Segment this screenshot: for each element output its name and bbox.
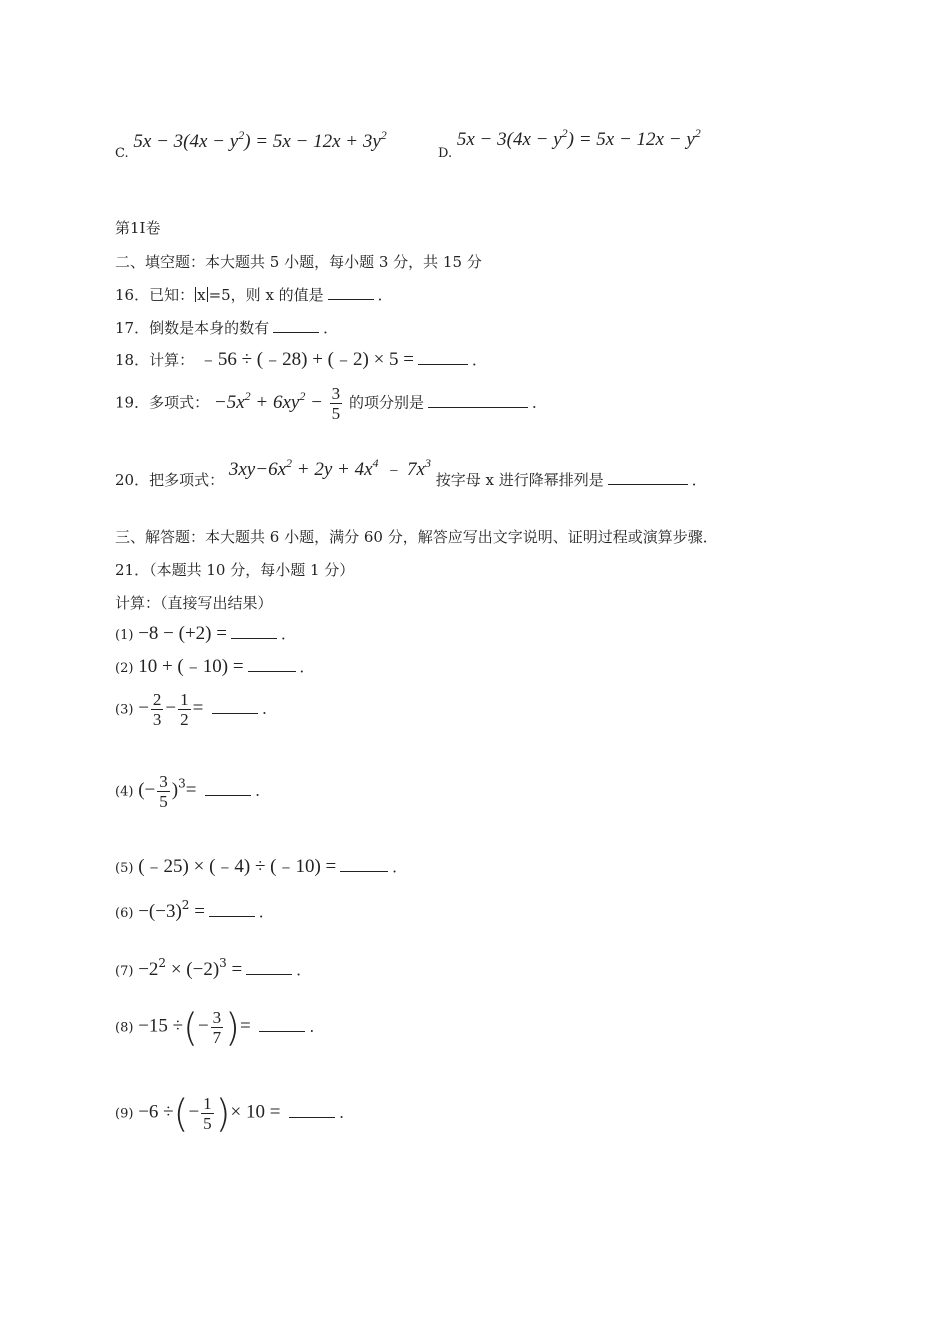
question-19: 19．多项式： $-5x^2 + 6xy^2$ − $\frac{3}{5}$ 的项分别是 ． [115,384,547,423]
choice-c-expression: $5x - 3(4x - y^2) = 5x - 12x + 3y^2$ [133,128,387,152]
question-16: 16．已知： x =5，则 x 的值是 ． [115,286,393,304]
choice-d-expression: $5x - 3(4x - y^2) = 5x - 12x - y^2$ [456,126,701,150]
choice-d [438,126,701,161]
q19-expression: $-5x^2 + 6xy^2$ − [213,388,328,413]
item-2: (2) 10 + (﹣10) = ． [115,656,315,677]
choice-c [115,128,387,161]
question-20: 20．把多项式： $3xy-6x^2 + 2y + 4x^4$ ﹣ $7x^3$ 按字母 x 进行降幂排列是 ． [115,456,707,489]
question-17: 17．倒数是本身的数有 ． [115,319,339,337]
section2-heading: 二、填空题：本大题共 5 小题，每小题 3 分，共 15 分 [115,253,482,271]
item-1: (1) −8 − (+2) = ． [115,623,296,644]
item-7: $(7) -2^2 \times (-2)^3$ = ． [115,956,312,980]
question-21-title: 21．（本题共 10 分，每小题 1 分） [115,561,355,579]
answer-blank[interactable] [428,393,528,408]
item-8: (8) −15 ÷(− $\frac{3}{7}$ )= ． [115,1005,325,1050]
item-3: (3) − $\frac{2}{3}$ − $\frac{1}{2}$ = ． [115,690,278,729]
answer-blank[interactable] [212,699,258,714]
q18-expression: ﹣56 ÷ (﹣28) + (﹣2) × 5 = [198,349,415,370]
q20-expression: $3xy-6x^2 + 2y + 4x^4$ ﹣ $7x^3$ [228,456,431,480]
volume-title: 第1I卷 [115,219,161,237]
choice-d-label: D. [438,146,453,161]
fraction: $\frac{3}{5}$ [159,772,168,811]
question-21-instructions: 计算：（直接写出结果） [115,594,273,612]
item-5: (5) (﹣25) × (﹣4) ÷ (﹣10) = ． [115,856,408,877]
fraction: $\frac{1}{5}$ [203,1094,212,1133]
answer-blank[interactable] [340,857,388,872]
item-9: (9) −6 ÷(− $\frac{1}{5}$ )× 10 = ． [115,1091,355,1136]
answer-blank[interactable] [259,1017,305,1032]
answer-blank[interactable] [248,657,296,672]
fraction: $\frac{1}{2}$ [180,690,189,729]
item-4: (4) (− $\frac{3}{5}$ )$^3$= ． [115,772,271,811]
item-6: $(6) -(-3)^2$ = ． [115,898,274,922]
answer-blank[interactable] [328,285,374,300]
question-18: 18．计算： ﹣56 ÷ (﹣28) + (﹣2) × 5 = ． [115,349,488,370]
answer-blank[interactable] [205,781,251,796]
choice-c-label: C. [115,146,129,161]
answer-blank[interactable] [209,902,255,917]
answer-blank[interactable] [273,318,319,333]
fraction: $\frac{3}{7}$ [212,1008,222,1047]
answer-blank[interactable] [246,960,292,975]
fraction: $\frac{2}{3}$ [152,690,162,729]
answer-blank[interactable] [418,350,468,365]
section3-heading: 三、解答题：本大题共 6 小题，满分 60 分，解答应写出文字说明、证明过程或演算步骤． [115,528,718,546]
answer-blank[interactable] [231,624,277,639]
q19-fraction: $\frac{3}{5}$ [331,384,341,423]
answer-blank[interactable] [289,1103,335,1118]
answer-blank[interactable] [608,470,688,485]
abs-x: x [197,286,206,304]
